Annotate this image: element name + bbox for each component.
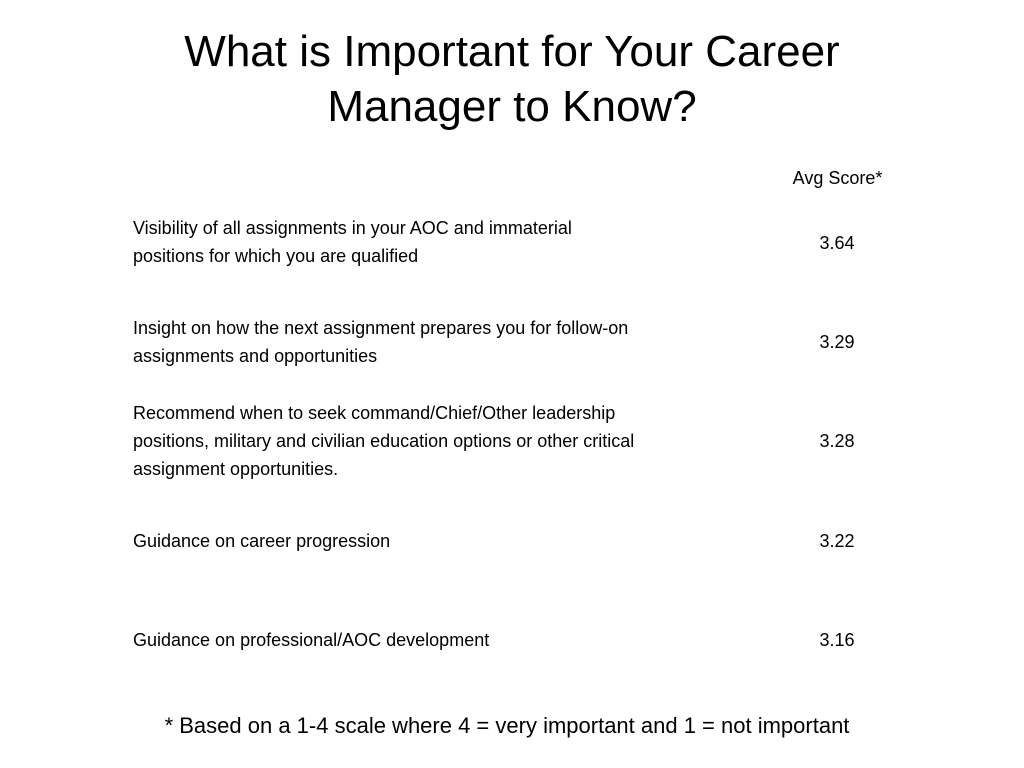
row-score: 3.16 [819, 630, 855, 650]
page-title [0, 24, 1024, 134]
scale-footnote: * Based on a 1-4 scale where 4 = very important and 1 = not important [164, 713, 850, 738]
description-line: Guidance on career progression [133, 531, 391, 551]
description-line: positions for which you are qualified [133, 246, 419, 266]
row-score: 3.29 [819, 332, 855, 352]
avg-score-header: Avg Score* [792, 168, 883, 188]
row-description [133, 214, 763, 270]
title-line-1: What is Important for Your Career [184, 27, 840, 76]
description-line: Recommend when to seek command/Chief/Other leadership [133, 403, 616, 423]
row-description [133, 527, 763, 555]
description-line: assignment opportunities. [133, 459, 339, 479]
row-description [133, 626, 763, 654]
row-score: 3.64 [819, 233, 855, 253]
description-line: Insight on how the next assignment prepares you for follow-on [133, 318, 629, 338]
description-line: assignments and opportunities [133, 346, 378, 366]
row-description [133, 399, 763, 483]
row-description [133, 314, 763, 370]
row-score: 3.28 [819, 431, 855, 451]
title-line-2: Manager to Know? [327, 82, 697, 131]
description-line: Guidance on professional/AOC development [133, 630, 490, 650]
row-score: 3.22 [819, 531, 855, 551]
description-line: positions, military and civilian education options or other critical [133, 431, 635, 451]
description-line: Visibility of all assignments in your AOC and immaterial [133, 218, 572, 238]
